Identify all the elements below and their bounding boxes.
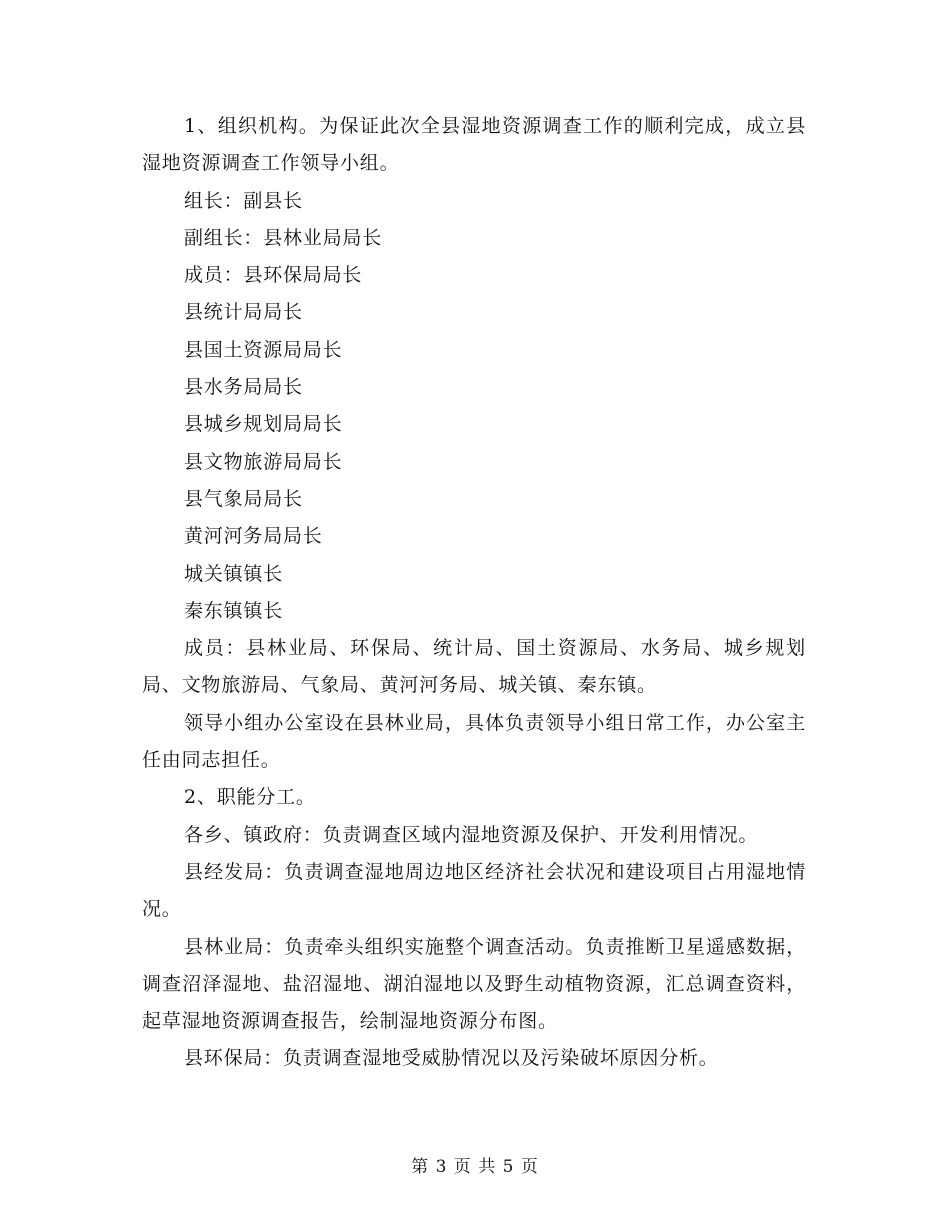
paragraph-duties-heading: 2、职能分工。 [184, 786, 316, 809]
paragraph-duty-towns: 各乡、镇政府：负责调查区域内湿地资源及保护、开发利用情况。 [184, 823, 759, 846]
paragraph-member-qindong: 秦东镇镇长 [184, 599, 284, 622]
footer-total-word: 共 [478, 1157, 497, 1177]
paragraph-member-env: 成员：县环保局局长 [184, 264, 363, 287]
paragraph-member-land: 县国土资源局局长 [184, 338, 343, 361]
paragraph-office: 领导小组办公室设在县林业局，具体负责领导小组日常工作，办公室主任由同志担任。 [142, 711, 806, 772]
paragraph-member-weather: 县气象局局长 [184, 487, 303, 510]
paragraph-member-stats: 县统计局局长 [184, 301, 303, 324]
document-body [142, 108, 806, 1078]
footer-current-page: 3 [435, 1157, 448, 1177]
paragraph-duty-economy: 县经发局：负责调查湿地周边地区经济社会状况和建设项目占用湿地情况。 [142, 860, 806, 921]
paragraph-member-chengguan: 城关镇镇长 [184, 562, 284, 585]
paragraph-member-tourism: 县文物旅游局局长 [184, 450, 343, 473]
paragraph-deputy-leader: 副组长：县林业局局长 [184, 226, 383, 249]
paragraph-member-units: 成员：县林业局、环保局、统计局、国土资源局、水务局、城乡规划局、文物旅游局、气象局、黄河河务局、城关镇、秦东镇。 [142, 637, 806, 697]
footer-page-word: 页 [453, 1157, 472, 1177]
paragraph-leader: 组长：副县长 [184, 189, 303, 212]
footer-suffix: 页 [520, 1157, 539, 1177]
paragraph-member-planning: 县城乡规划局局长 [184, 413, 343, 436]
paragraph-member-river: 黄河河务局局长 [184, 525, 323, 548]
paragraph-duty-env: 县环保局：负责调查湿地受威胁情况以及污染破坏原因分析。 [184, 1047, 719, 1070]
paragraph-duty-forestry: 县林业局：负责牵头组织实施整个调查活动。负责推断卫星遥感数据，调查沼泽湿地、盐沼湿地、湖泊湿地以及野生动植物资源，汇总调查资料，起草湿地资源调查报告，绘制湿地资源分布图。 [142, 935, 806, 1033]
footer-prefix: 第 [411, 1157, 430, 1177]
paragraph-org-structure: 1、组织机构。为保证此次全县湿地资源调查工作的顺利完成，成立县湿地资源调查工作领导小组。 [142, 115, 806, 175]
paragraph-member-water: 县水务局局长 [184, 376, 303, 399]
page-footer [0, 1152, 950, 1177]
footer-total-pages: 5 [502, 1157, 515, 1177]
